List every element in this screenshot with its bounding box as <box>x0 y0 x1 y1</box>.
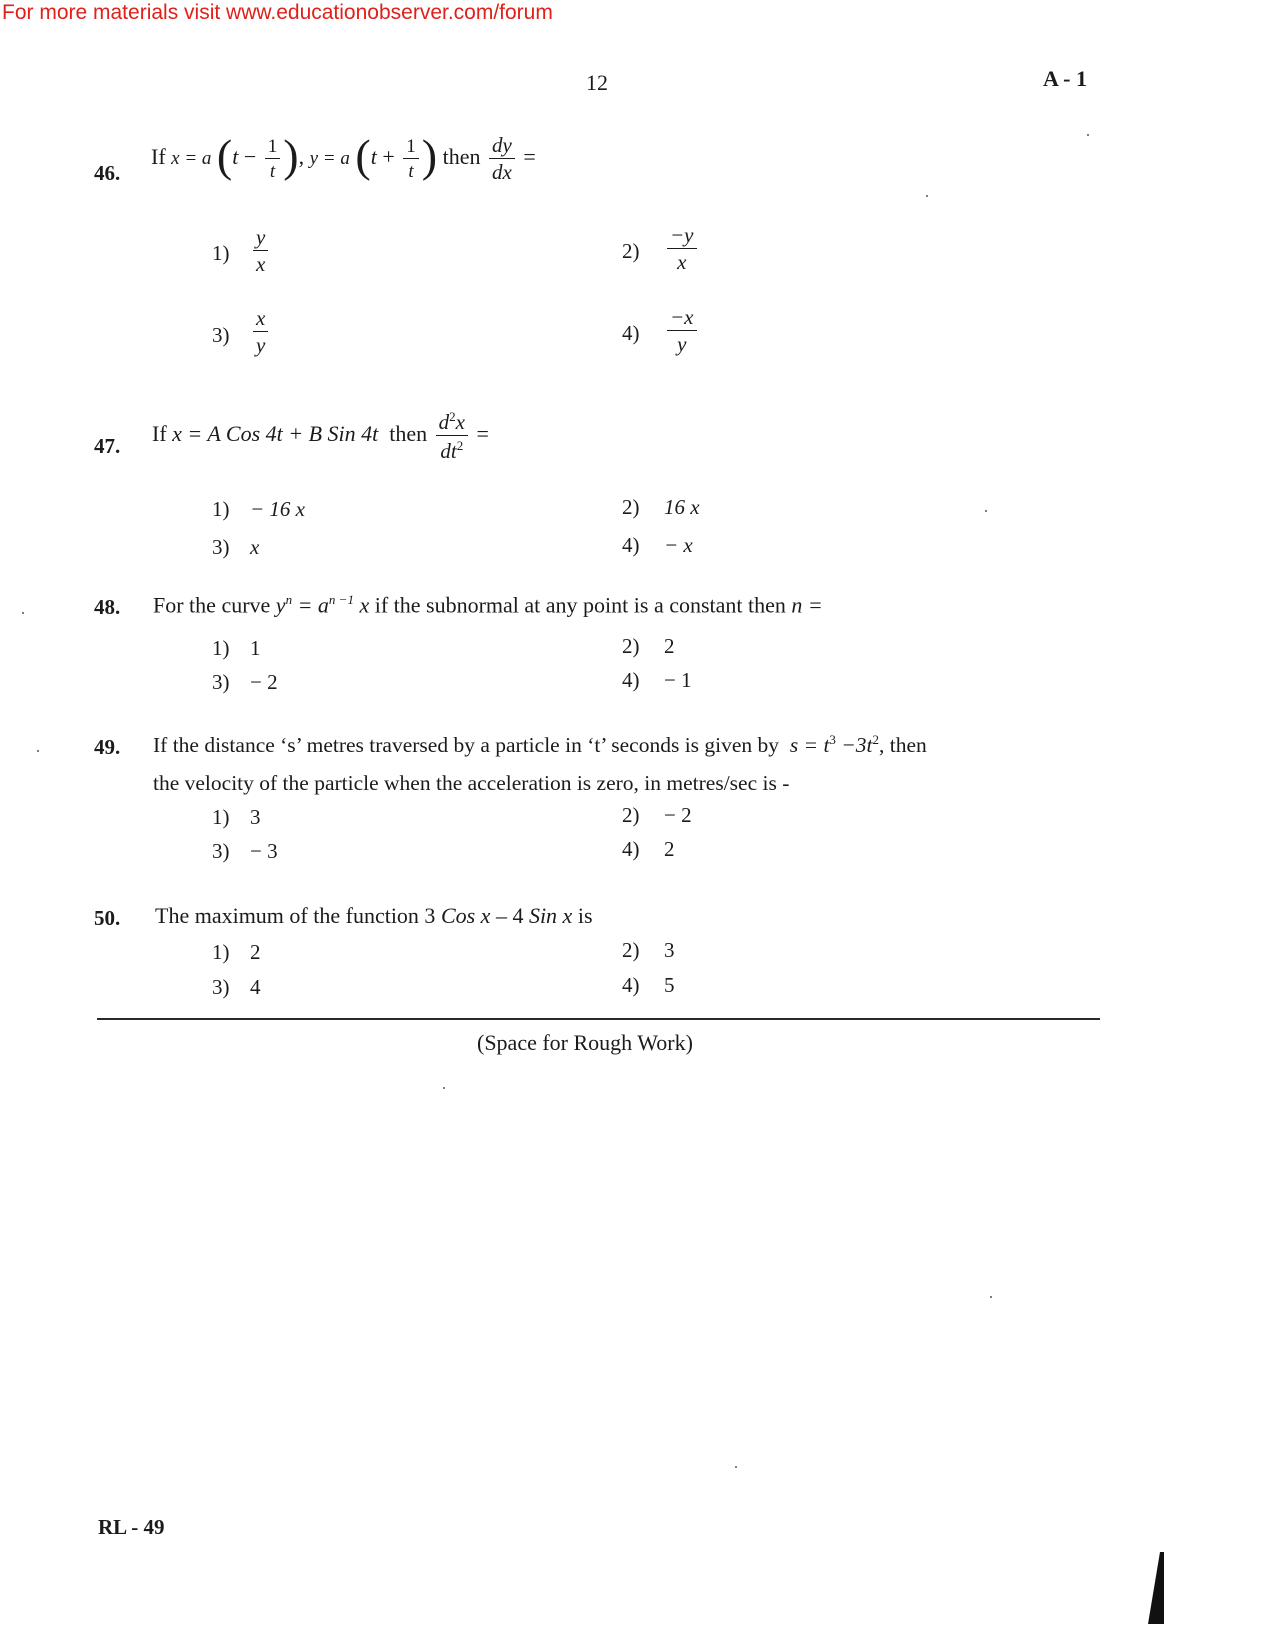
q49-option-2-label: 2) <box>622 803 640 827</box>
scan-speck <box>926 195 928 197</box>
q47-option-2-value: 16 x <box>664 495 700 519</box>
q50-option-3-label: 3) <box>212 975 230 999</box>
page-number: 12 <box>586 70 608 95</box>
q47-option-1-value: − 16 x <box>250 497 305 521</box>
watermark-text[interactable]: For more materials visit www.educationobserver.com/forum <box>2 1 553 24</box>
q47-option-4-value: − x <box>664 533 693 557</box>
q47-option-3-label: 3) <box>212 535 230 559</box>
q50-option-1-value: 2 <box>250 940 261 964</box>
question-50-number: 50. <box>94 906 121 930</box>
question-50-text: The maximum of the function 3 Cos x – 4 Sin x is <box>155 903 593 928</box>
q48-option-3-value: − 2 <box>250 670 278 694</box>
q48-option-2-value: 2 <box>664 634 675 658</box>
q46-option-2-value: $\frac{-y}{x}$ <box>664 225 700 273</box>
question-48-text: For the curve $y^n = a^{n -1}$ x if the subnormal at any point is a constant then n = <box>153 592 823 618</box>
q46-option-4-label: 4) <box>622 321 640 345</box>
series-code: A - 1 <box>1043 66 1087 91</box>
q50-option-4-value: 5 <box>664 973 675 997</box>
q49-option-3-label: 3) <box>212 839 230 863</box>
q47-option-2-label: 2) <box>622 495 640 519</box>
q46-option-1-value: $\frac{y}{x}$ <box>250 227 271 275</box>
q50-option-4-label: 4) <box>622 973 640 997</box>
section-divider <box>97 1018 1100 1020</box>
question-49-number: 49. <box>94 735 121 759</box>
scan-speck <box>1087 134 1089 136</box>
q46-option-3-label: 3) <box>212 323 230 347</box>
q49-option-4-value: 2 <box>664 837 675 861</box>
question-48-number: 48. <box>94 595 121 619</box>
scan-edge-mark <box>1146 1552 1166 1624</box>
q47-option-3-value: x <box>250 535 260 559</box>
q49-option-4-label: 4) <box>622 837 640 861</box>
scan-speck <box>37 750 39 752</box>
q48-option-1-label: 1) <box>212 636 230 660</box>
q47-option-1-label: 1) <box>212 497 230 521</box>
q46-option-3-value: $\frac{x}{y}$ <box>250 308 271 356</box>
q46-option-1-label: 1) <box>212 241 230 265</box>
q50-option-1-label: 1) <box>212 940 230 964</box>
scan-speck <box>990 1296 992 1298</box>
q50-option-2-value: 3 <box>664 938 675 962</box>
q48-option-4-value: − 1 <box>664 668 692 692</box>
q46-option-4-value: $\frac{-x}{y}$ <box>664 307 700 355</box>
scan-speck <box>22 612 24 614</box>
question-49-text: If the distance ‘s’ metres traversed by a particle in ‘t’ seconds is given by $s = t^3 -3t^2$, then <box>153 732 927 758</box>
q49-option-3-value: − 3 <box>250 839 278 863</box>
q46-option-2-label: 2) <box>622 239 640 263</box>
rough-work-label: (Space for Rough Work) <box>477 1030 693 1055</box>
q48-option-2-label: 2) <box>622 634 640 658</box>
scan-speck <box>735 1466 737 1468</box>
q47-option-4-label: 4) <box>622 533 640 557</box>
question-47-text: If x = A Cos 4t + B Sin 4t then $\frac{d^2x}{dt^2}$ = <box>152 409 489 463</box>
question-49-text-line-2: the velocity of the particle when the acceleration is zero, in metres/sec is - <box>153 771 790 795</box>
question-46-number: 46. <box>94 161 121 185</box>
q50-option-2-label: 2) <box>622 938 640 962</box>
scan-speck <box>443 1087 445 1089</box>
q49-option-1-value: 3 <box>250 805 261 829</box>
q49-option-1-label: 1) <box>212 805 230 829</box>
q49-option-2-value: − 2 <box>664 803 692 827</box>
q48-option-1-value: 1 <box>250 636 261 660</box>
q50-option-3-value: 4 <box>250 975 261 999</box>
question-47-number: 47. <box>94 434 121 458</box>
footer-code: RL - 49 <box>98 1515 165 1539</box>
q48-option-4-label: 4) <box>622 668 640 692</box>
question-46-text: If x = a (t − $\frac{1}{t}$ ), y = a (t + $\frac{1}{t}$ ) then $\frac{dy}{dx}$ = <box>151 130 536 184</box>
q48-option-3-label: 3) <box>212 670 230 694</box>
scan-speck <box>985 510 987 512</box>
